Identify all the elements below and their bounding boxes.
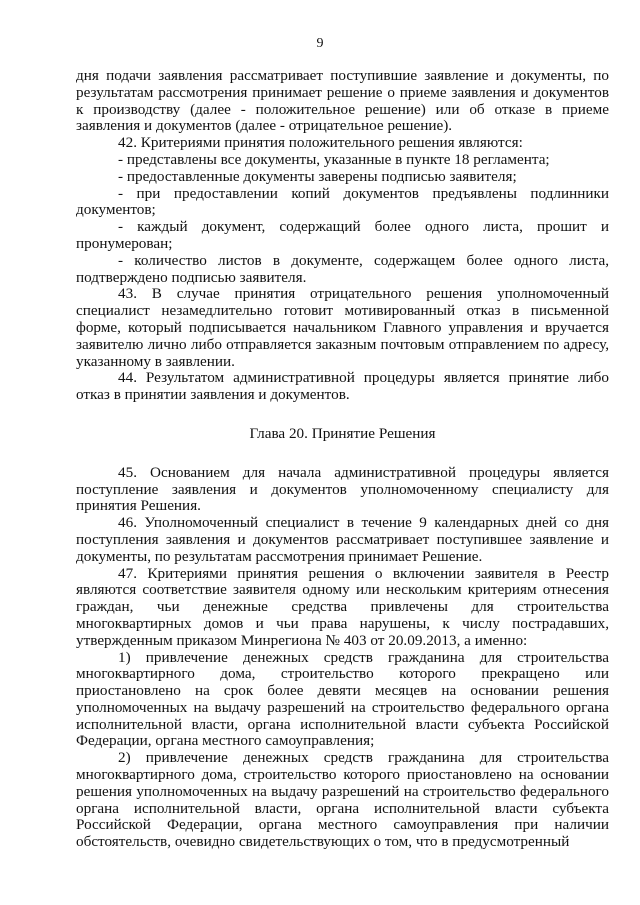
chapter-heading: Глава 20. Принятие Решения: [249, 424, 436, 442]
criterion-2: 2) привлечение денежных средств гражданина для строительства многоквартирного дома, строительство которого приостановлено на основании решения уполномоченных на выдачу разрешений на строительство федерального органа исполнительной власти, органа исполнительной власти субъекта Российской Федерации, органа местного самоуправления при наличии обстоятельств, очевидно свидетельствующих о том, что в предусмотренный: [76, 749, 609, 851]
paragraph-44: 44. Результатом административной процедуры является принятие либо отказ в принятии заявления и документов.: [76, 369, 609, 404]
list-item: - представлены все документы, указанные в пункте 18 регламента;: [118, 150, 550, 168]
paragraph-43: 43. В случае принятия отрицательного решения уполномоченный специалист незамедлительно готовит мотивированный отказ в письменной форме, который подписывается начальником Главного управления и вручается заявителю лично либо отправляется заказным почтовым отправлением по адресу, указанному в заявлении.: [76, 285, 609, 370]
list-item: - при предоставлении копий документов предъявлены подлинники документов;: [76, 184, 609, 219]
paragraph-45: 45. Основанием для начала административной процедуры является поступление заявления и документов уполномоченному специалисту для принятия Решения.: [76, 463, 609, 515]
criterion-1: 1) привлечение денежных средств гражданина для строительства многоквартирного дома, строительство которого прекращено или приостановлено на срок более девяти месяцев на основании решения уполномоченных на выдачу разрешений на строительство федерального органа исполнительной власти, органа исполнительной власти субъекта Российской Федерации, органа местного самоуправления;: [76, 648, 609, 750]
document-body: [76, 68, 609, 851]
paragraph-46: 46. Уполномоченный специалист в течение 9 календарных дней со дня поступления заявления и документов рассматривает поступившее заявление и документы, по результатам рассмотрения принимает Решение.: [76, 514, 609, 565]
list-item: - каждый документ, содержащий более одного листа, прошит и пронумерован;: [76, 218, 609, 252]
page-number: 9: [316, 36, 324, 51]
paragraph-47: 47. Критериями принятия решения о включении заявителя в Реестр являются соответствие заявителя одному или нескольким критериям отнесения граждан, чьи денежные средства привлечены для строительства многоквартирных домов и чьи права нарушены, к числу пострадавших, утвержденным приказом Минрегиона № 403 от 20.09.2013, а именно:: [76, 564, 609, 649]
paragraph-42: 42. Критериями принятия положительного решения являются:: [118, 134, 523, 152]
list-item: - количество листов в документе, содержащем более одного листа, подтверждено подписью заявителя.: [76, 251, 609, 286]
list-item: - предоставленные документы заверены подписью заявителя;: [118, 167, 517, 185]
paragraph-continuation: дня подачи заявления рассматривает поступившие заявление и документы, по результатам рассмотрения принимает решение о приеме заявления и документов к производству (далее - положительное решение) или об отказе в приеме заявления и документов (далее - отрицательное решение).: [76, 67, 609, 135]
